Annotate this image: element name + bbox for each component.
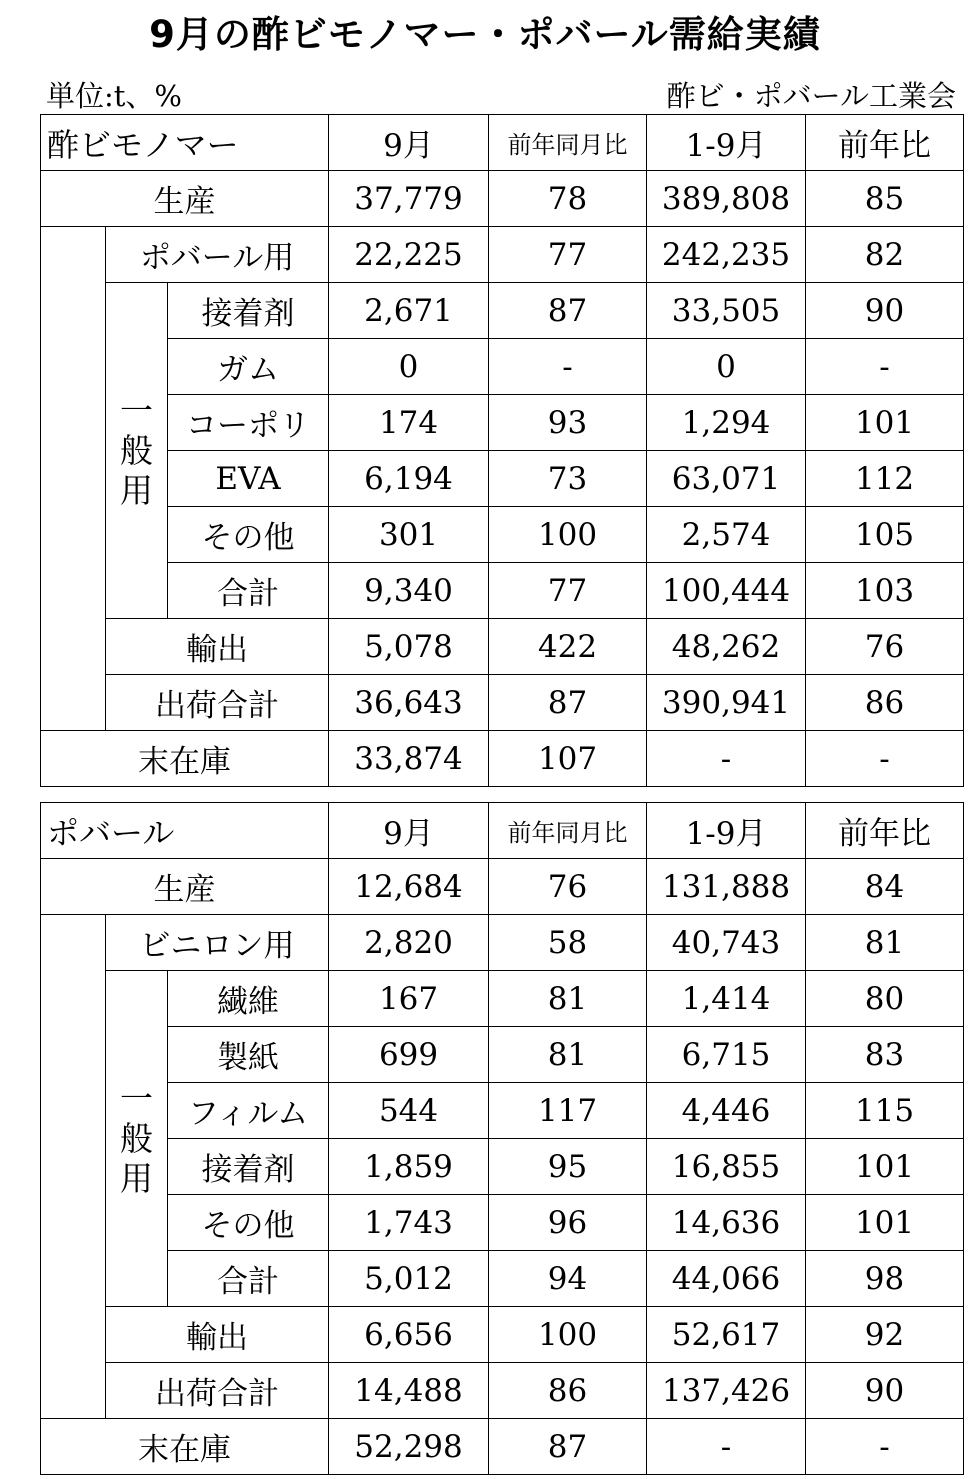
cell: 131,888 bbox=[647, 859, 806, 915]
cell: 80 bbox=[806, 971, 964, 1027]
row-label: EVA bbox=[168, 451, 329, 507]
cell: - bbox=[806, 731, 964, 787]
table-row bbox=[41, 507, 964, 563]
col-header-yoy: 前年比 bbox=[806, 803, 964, 859]
table-row bbox=[41, 971, 964, 1027]
cell: 37,779 bbox=[329, 171, 489, 227]
cell: 389,808 bbox=[647, 171, 806, 227]
row-label: 合計 bbox=[168, 1251, 329, 1307]
cell: 2,671 bbox=[329, 283, 489, 339]
col-header-yoy-month: 前年同月比 bbox=[489, 115, 647, 171]
table-row bbox=[41, 1251, 964, 1307]
row-label: フィルム bbox=[168, 1083, 329, 1139]
cell: 5,078 bbox=[329, 619, 489, 675]
cell: 85 bbox=[806, 171, 964, 227]
organization-label: 酢ビ・ポバール工業会 bbox=[666, 79, 956, 113]
table-row bbox=[41, 171, 964, 227]
table-row bbox=[41, 1083, 964, 1139]
cell: 90 bbox=[806, 1363, 964, 1419]
cell: 101 bbox=[806, 1139, 964, 1195]
col-header-ytd: 1-9月 bbox=[647, 803, 806, 859]
vam-header: 酢ビモノマー bbox=[41, 115, 329, 171]
table-header-row bbox=[41, 803, 964, 859]
cell: 103 bbox=[806, 563, 964, 619]
cell: 90 bbox=[806, 283, 964, 339]
unit-label: 単位:t、% bbox=[46, 79, 182, 113]
cell: 63,071 bbox=[647, 451, 806, 507]
cell: 84 bbox=[806, 859, 964, 915]
cell: 4,446 bbox=[647, 1083, 806, 1139]
row-label: ポバール用 bbox=[106, 227, 329, 283]
indent-spacer bbox=[41, 227, 106, 731]
cell: 101 bbox=[806, 395, 964, 451]
row-label: 末在庫 bbox=[41, 731, 329, 787]
table-row bbox=[41, 451, 964, 507]
row-label: 輸出 bbox=[106, 619, 329, 675]
cell: 87 bbox=[489, 1419, 647, 1475]
col-header-yoy-month: 前年同月比 bbox=[489, 803, 647, 859]
cell: 82 bbox=[806, 227, 964, 283]
col-header-month: 9月 bbox=[329, 803, 489, 859]
table-row bbox=[41, 339, 964, 395]
table-row bbox=[41, 1139, 964, 1195]
cell: 81 bbox=[806, 915, 964, 971]
cell: 76 bbox=[806, 619, 964, 675]
cell: 174 bbox=[329, 395, 489, 451]
cell: 1,859 bbox=[329, 1139, 489, 1195]
cell: 422 bbox=[489, 619, 647, 675]
cell: 0 bbox=[329, 339, 489, 395]
cell: 78 bbox=[489, 171, 647, 227]
cell: - bbox=[489, 339, 647, 395]
cell: 87 bbox=[489, 675, 647, 731]
cell: 1,743 bbox=[329, 1195, 489, 1251]
row-label: 接着剤 bbox=[168, 283, 329, 339]
table-header-row bbox=[41, 115, 964, 171]
cell: 48,262 bbox=[647, 619, 806, 675]
table-row bbox=[41, 283, 964, 339]
cell: 112 bbox=[806, 451, 964, 507]
row-label: 繊維 bbox=[168, 971, 329, 1027]
table-row bbox=[41, 1027, 964, 1083]
row-label: ガム bbox=[168, 339, 329, 395]
cell: 86 bbox=[489, 1363, 647, 1419]
table-row bbox=[41, 731, 964, 787]
cell: 94 bbox=[489, 1251, 647, 1307]
cell: 117 bbox=[489, 1083, 647, 1139]
cell: 137,426 bbox=[647, 1363, 806, 1419]
cell: 81 bbox=[489, 1027, 647, 1083]
cell: 76 bbox=[489, 859, 647, 915]
cell: 96 bbox=[489, 1195, 647, 1251]
page-title: 9月の酢ビモノマー・ポバール需給実績 bbox=[149, 13, 821, 56]
cell: - bbox=[647, 1419, 806, 1475]
cell: 105 bbox=[806, 507, 964, 563]
cell: - bbox=[647, 731, 806, 787]
cell: 33,874 bbox=[329, 731, 489, 787]
row-label: 生産 bbox=[41, 171, 329, 227]
cell: 6,715 bbox=[647, 1027, 806, 1083]
cell: 16,855 bbox=[647, 1139, 806, 1195]
pva-header: ポバール bbox=[41, 803, 329, 859]
cell: 6,656 bbox=[329, 1307, 489, 1363]
cell: 0 bbox=[647, 339, 806, 395]
cell: 36,643 bbox=[329, 675, 489, 731]
row-label: 製紙 bbox=[168, 1027, 329, 1083]
table-row bbox=[41, 1195, 964, 1251]
cell: 98 bbox=[806, 1251, 964, 1307]
col-header-month: 9月 bbox=[329, 115, 489, 171]
cell: 100 bbox=[489, 507, 647, 563]
table-row bbox=[41, 227, 964, 283]
table-row bbox=[41, 1307, 964, 1363]
cell: 242,235 bbox=[647, 227, 806, 283]
table-row bbox=[41, 1419, 964, 1475]
cell: 14,636 bbox=[647, 1195, 806, 1251]
cell: 86 bbox=[806, 675, 964, 731]
col-header-yoy: 前年比 bbox=[806, 115, 964, 171]
cell: 1,414 bbox=[647, 971, 806, 1027]
cell: 52,617 bbox=[647, 1307, 806, 1363]
vam-table bbox=[40, 114, 964, 787]
row-label: その他 bbox=[168, 507, 329, 563]
col-header-ytd: 1-9月 bbox=[647, 115, 806, 171]
row-label: 合計 bbox=[168, 563, 329, 619]
row-label: 輸出 bbox=[106, 1307, 329, 1363]
cell: 40,743 bbox=[647, 915, 806, 971]
table-row bbox=[41, 1363, 964, 1419]
general-use-label: 一 般 用 bbox=[106, 283, 168, 619]
cell: 77 bbox=[489, 227, 647, 283]
cell: 12,684 bbox=[329, 859, 489, 915]
table-row bbox=[41, 395, 964, 451]
row-label: 生産 bbox=[41, 859, 329, 915]
table-row bbox=[41, 859, 964, 915]
table-row bbox=[41, 675, 964, 731]
cell: 92 bbox=[806, 1307, 964, 1363]
cell: 107 bbox=[489, 731, 647, 787]
cell: 100 bbox=[489, 1307, 647, 1363]
cell: 87 bbox=[489, 283, 647, 339]
row-label: 接着剤 bbox=[168, 1139, 329, 1195]
cell: 95 bbox=[489, 1139, 647, 1195]
general-use-label: 一 般 用 bbox=[106, 971, 168, 1307]
cell: 390,941 bbox=[647, 675, 806, 731]
cell: 73 bbox=[489, 451, 647, 507]
cell: 93 bbox=[489, 395, 647, 451]
cell: 77 bbox=[489, 563, 647, 619]
indent-spacer bbox=[41, 915, 106, 1419]
cell: 301 bbox=[329, 507, 489, 563]
cell: 544 bbox=[329, 1083, 489, 1139]
cell: 5,012 bbox=[329, 1251, 489, 1307]
row-label: コーポリ bbox=[168, 395, 329, 451]
cell: 699 bbox=[329, 1027, 489, 1083]
cell: 14,488 bbox=[329, 1363, 489, 1419]
row-label: その他 bbox=[168, 1195, 329, 1251]
row-label: 出荷合計 bbox=[106, 675, 329, 731]
cell: 2,820 bbox=[329, 915, 489, 971]
cell: 6,194 bbox=[329, 451, 489, 507]
cell: 22,225 bbox=[329, 227, 489, 283]
cell: 100,444 bbox=[647, 563, 806, 619]
cell: 101 bbox=[806, 1195, 964, 1251]
cell: 167 bbox=[329, 971, 489, 1027]
cell: - bbox=[806, 1419, 964, 1475]
cell: 58 bbox=[489, 915, 647, 971]
cell: 33,505 bbox=[647, 283, 806, 339]
cell: 81 bbox=[489, 971, 647, 1027]
cell: 115 bbox=[806, 1083, 964, 1139]
row-label: 出荷合計 bbox=[106, 1363, 329, 1419]
cell: 52,298 bbox=[329, 1419, 489, 1475]
cell: 2,574 bbox=[647, 507, 806, 563]
cell: 83 bbox=[806, 1027, 964, 1083]
table-row bbox=[41, 915, 964, 971]
row-label: 末在庫 bbox=[41, 1419, 329, 1475]
cell: - bbox=[806, 339, 964, 395]
pva-table bbox=[40, 802, 964, 1475]
cell: 44,066 bbox=[647, 1251, 806, 1307]
cell: 1,294 bbox=[647, 395, 806, 451]
row-label: ビニロン用 bbox=[106, 915, 329, 971]
table-row bbox=[41, 563, 964, 619]
table-row bbox=[41, 619, 964, 675]
cell: 9,340 bbox=[329, 563, 489, 619]
